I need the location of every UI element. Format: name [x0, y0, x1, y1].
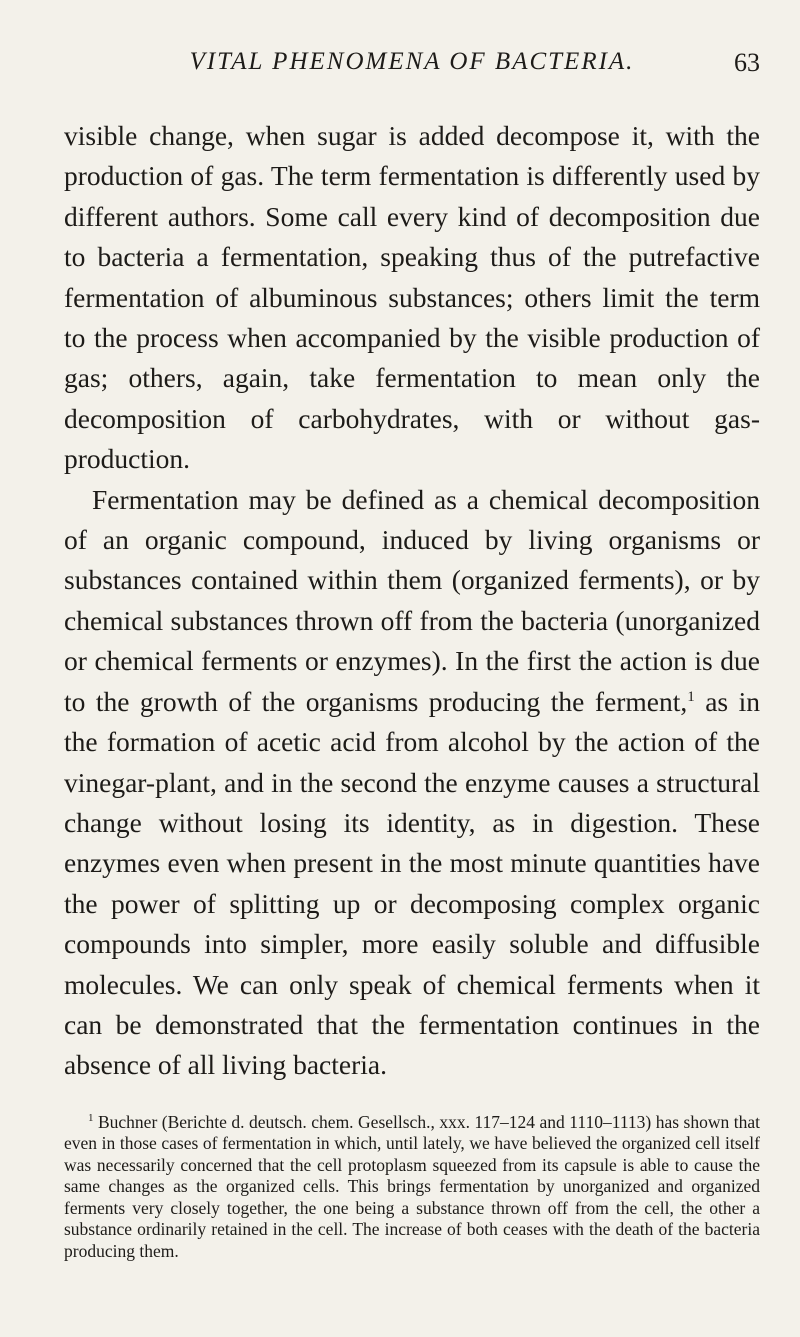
page-number: 63: [734, 48, 760, 77]
body-text: [64, 116, 760, 1086]
footnote-text: Buchner (Berichte d. deutsch. chem. Gesellsch., xxx. 117–124 and 1110–1113) has shown that even in those cases of fermentation in which, until lately, we have believed the organized cell itself was necessarily concerned that the cell protoplasm squeezed from its capsule is able to cause the same changes as the organized cells. This brings fermentation by unorganized and organized ferments very closely together, the one being a substance thrown off from the cell, the other a substance ordinarily retained in the cell. The increase of both ceases with the death of the bacteria producing them.: [64, 1111, 760, 1261]
paragraph-2-text-b: as in the formation of acetic acid from alcohol by the action of the vinegar-plant, and in the second the enzyme causes a structural change without losing its identity, as in digestion. These enzymes even when present in the most minute quantities have the power of splitting up or decomposing complex organic compounds into simpler, more easily soluble and diffusible molecules. We can only speak of chemical ferments when it can be demonstrated that the fermentation continues in the absence of all living bacteria.: [64, 685, 760, 1081]
running-title: VITAL PHENOMENA OF BACTERIA.: [189, 48, 635, 75]
footnotes: [64, 1112, 760, 1263]
running-head: [64, 48, 760, 88]
footnote-reference[interactable]: 1: [687, 688, 695, 705]
paragraph-2: [64, 480, 760, 1086]
footnote: [64, 1112, 760, 1263]
paragraph-2-text-a: Fermentation may be defined as a chemical decomposition of an organic compound, induced by living organisms or substances contained within them (organized ferments), or by chemical substances thrown off from the bacteria (unorganized or chemical ferments or enzymes). In the first the action is due to the growth of the organisms producing the ferment,: [64, 483, 760, 717]
paragraph-1: visible change, when sugar is added decompose it, with the production of gas. The term fermentation is differently used by different authors. Some call every kind of decomposition due to bacteria a fermentation, speaking thus of the putrefactive fermentation of albuminous substances; others limit the term to the process when accompanied by the visible production of gas; others, again, take fermentation to mean only the decomposition of carbohydrates, with or without gas-production.: [64, 120, 760, 475]
footnote-mark: 1: [88, 1111, 94, 1124]
